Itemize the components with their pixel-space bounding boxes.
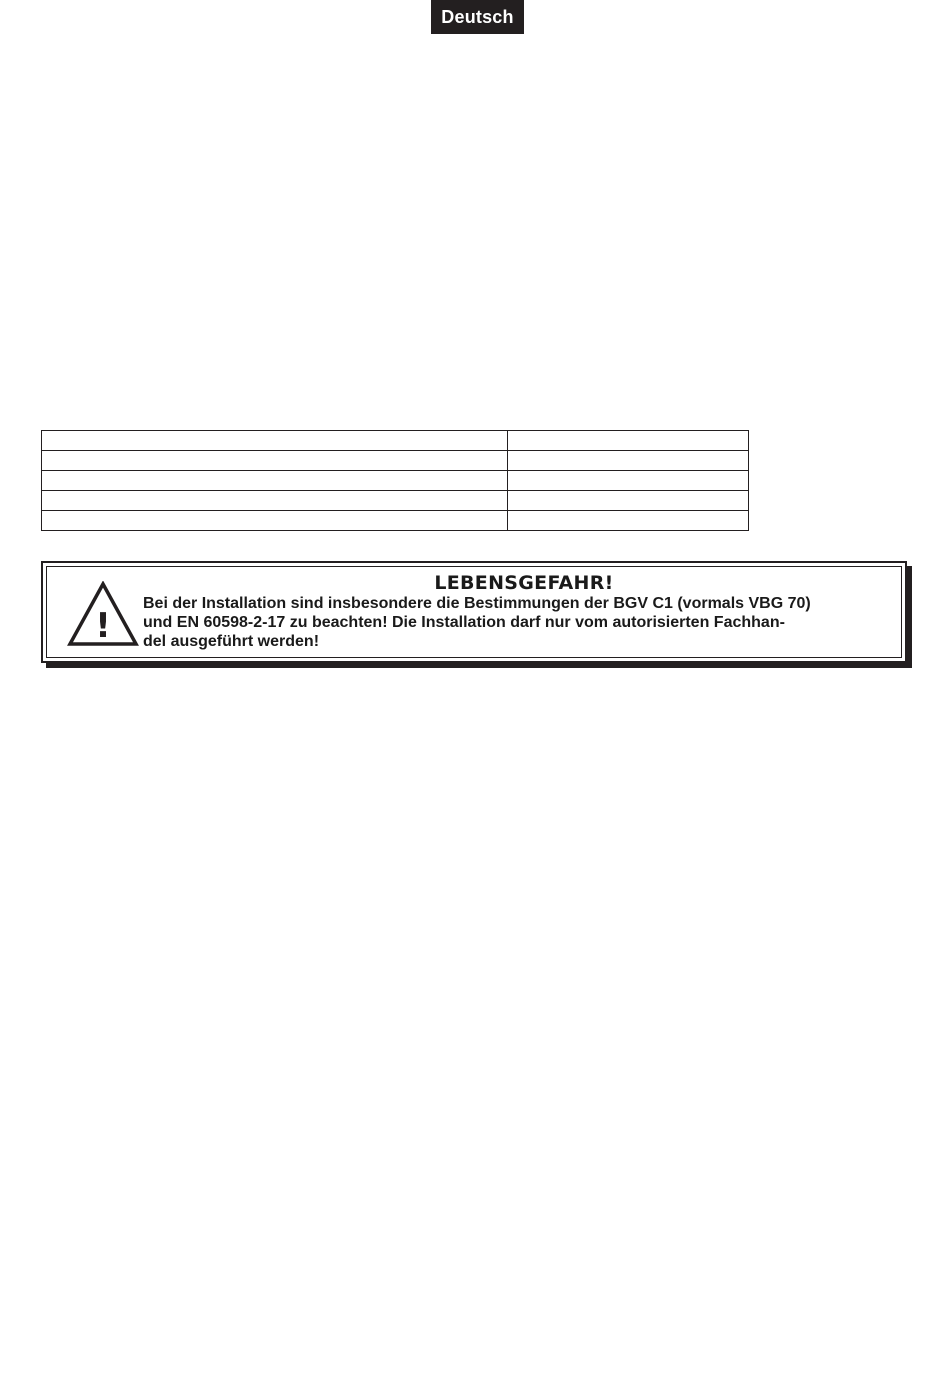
warning-exclamation-glyph: ! bbox=[95, 606, 111, 646]
table-row bbox=[42, 471, 749, 491]
table-cell bbox=[42, 491, 508, 511]
table-cell bbox=[508, 451, 749, 471]
warning-text-line: Bei der Installation sind insbesondere die Bestimmungen der BGV C1 (vormals VBG 70) bbox=[143, 595, 811, 612]
warning-title: LEBENSGEFAHR! bbox=[434, 572, 614, 594]
table-row bbox=[42, 431, 749, 451]
table-row bbox=[42, 511, 749, 531]
table-cell bbox=[42, 511, 508, 531]
table-cell bbox=[42, 451, 508, 471]
warning-text-line: del ausgeführt werden! bbox=[143, 633, 320, 650]
warning-triangle-icon bbox=[67, 581, 139, 647]
warning-box bbox=[41, 561, 907, 663]
table-cell bbox=[508, 431, 749, 451]
warning-text bbox=[143, 594, 893, 651]
spec-table bbox=[41, 430, 749, 531]
table-cell bbox=[508, 491, 749, 511]
table-cell bbox=[42, 431, 508, 451]
table-cell bbox=[508, 511, 749, 531]
warning-text-line: und EN 60598-2-17 zu beachten! Die Installation darf nur vom autorisierten Fachhan- bbox=[143, 614, 785, 631]
table-row bbox=[42, 491, 749, 511]
table-cell bbox=[508, 471, 749, 491]
table-cell bbox=[42, 471, 508, 491]
table-row bbox=[42, 451, 749, 471]
language-tab: Deutsch bbox=[431, 0, 524, 34]
